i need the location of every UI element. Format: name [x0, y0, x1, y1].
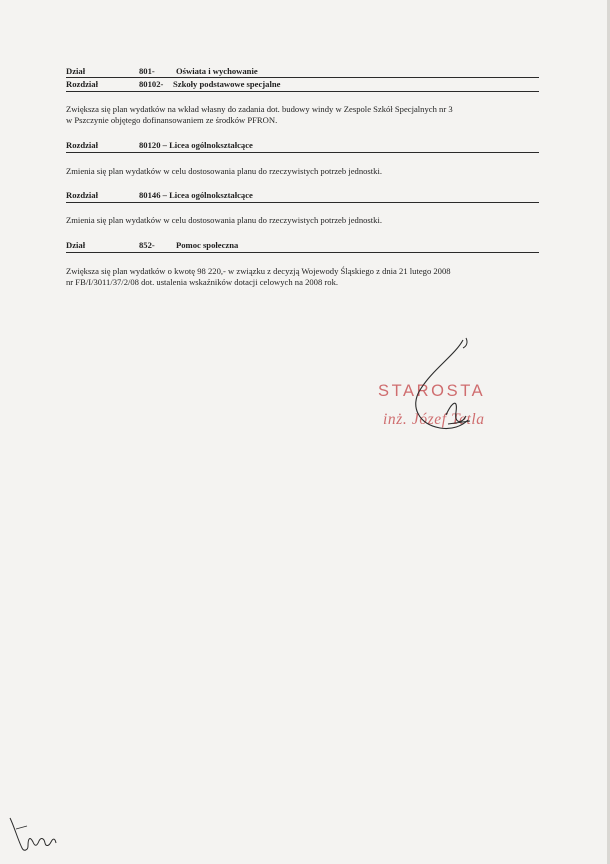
heading-code: 852- [139, 240, 155, 250]
heading-kind: Rozdział [66, 79, 98, 89]
heading-kind: Rozdział [66, 140, 98, 150]
heading-kind: Rozdział [66, 190, 98, 200]
starosta-stamp-title: STAROSTA [378, 382, 486, 400]
paragraph-line: w Pszczynie objętego dofinansowaniem ze środków PFRON. [66, 114, 278, 125]
paragraph-line: Zmienia się plan wydatków w celu dostosowania planu do rzeczywistych potrzeb jednostki. [66, 215, 382, 225]
paragraph-line: Zwiększa się plan wydatków na wkład własny do zadania dot. budowy windy w Zespole Szkół Specjalnych nr 3 [66, 104, 453, 114]
paragraph-line: nr FB/I/3011/37/2/08 dot. ustalenia wskaźników dotacji celowych na 2008 rok. [66, 276, 339, 287]
heading-kind: Dział [66, 240, 86, 250]
paragraph-line: Zmienia się plan wydatków w celu dostosowania planu do rzeczywistych potrzeb jednostki. [66, 166, 382, 176]
heading-kind: Dział [66, 66, 86, 76]
heading-code: 80146 – Licea ogólnokształcące [139, 190, 253, 200]
heading-title: Szkoły podstawowe specjalne [173, 79, 281, 89]
heading-title: Oświata i wychowanie [176, 66, 258, 76]
starosta-stamp-name: inż. Józef Tetla [383, 411, 485, 428]
heading-code: 801- [139, 66, 155, 76]
heading-code: 80120 – Licea ogólnokształcące [139, 140, 253, 150]
paragraph-line: Zwiększa się plan wydatków o kwotę 98 220,- w związku z decyzją Wojewody Śląskiego z dnia 21 lutego 2008 [66, 266, 451, 276]
heading-title: Pomoc społeczna [176, 240, 239, 250]
heading-code: 80102- [139, 79, 164, 89]
